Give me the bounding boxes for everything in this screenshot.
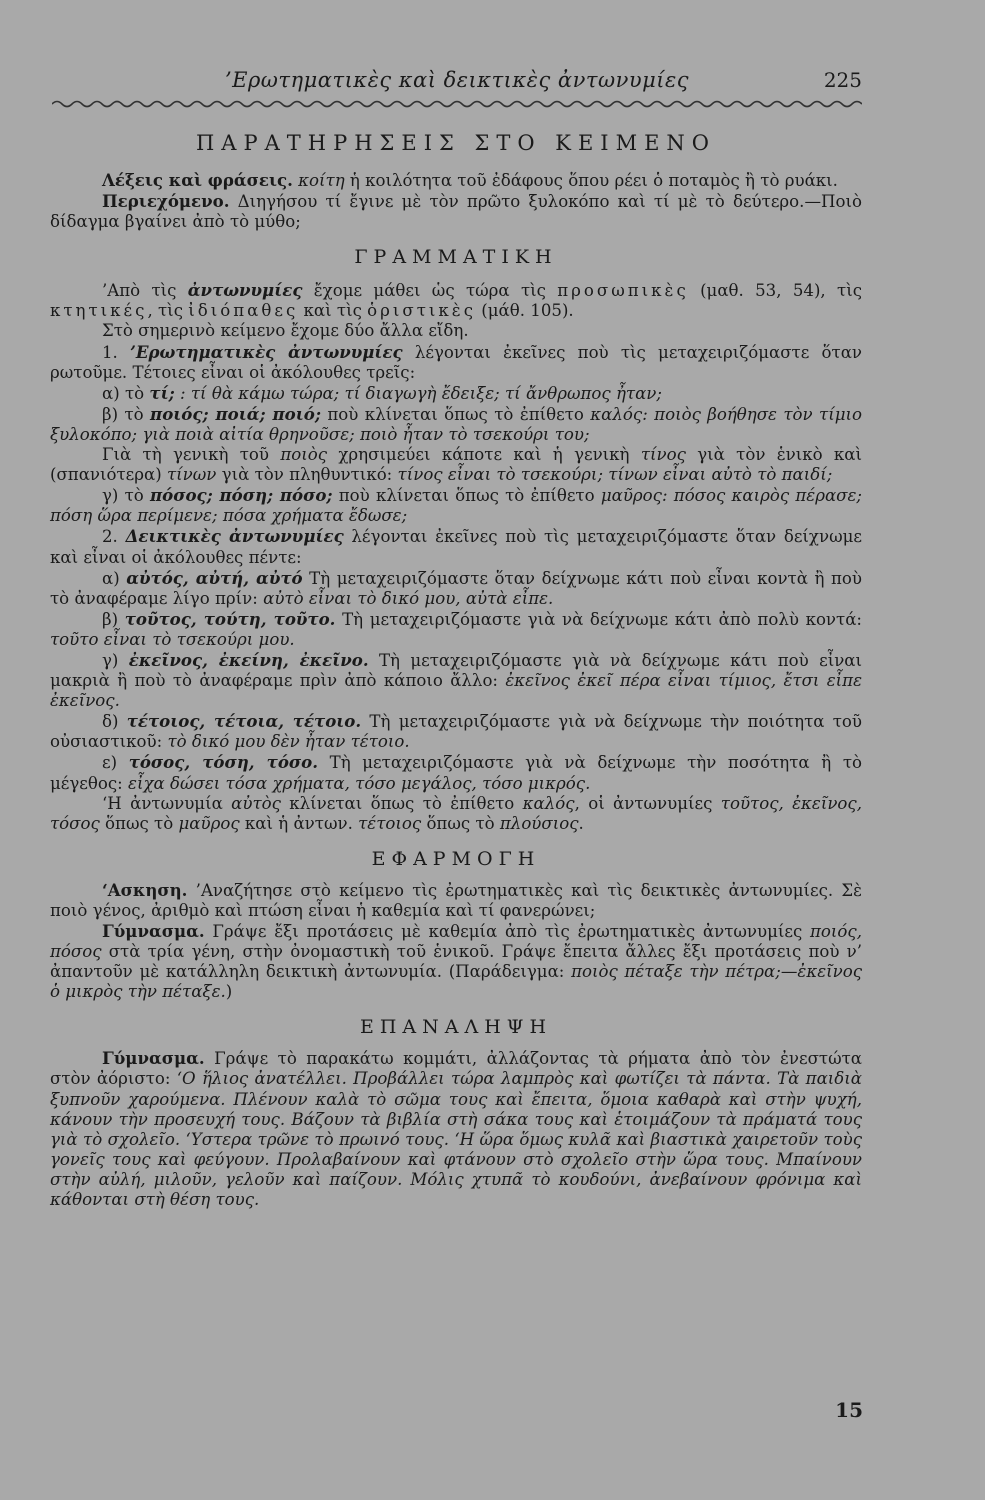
heading-application: ΕΦΑΡΜΟΓΗ <box>371 847 541 870</box>
item-demonstrative: 2. Δεικτικὲς ἀντωνυμίες λέγονται ἐκεῖνες ποὺ τὶς μεταχειριζόμαστε ὅταν δείχνωμε καὶ εἶναι οἱ ἀκόλουθες πέντε: <box>50 526 862 567</box>
item-poios: β) τὸ ποιός; ποιά; ποιό; ποὺ κλίνεται ὅπως τὸ ἐπίθετο καλός: ποιὸς βοήθησε τὸν τίμιο ξυλοκόπο; γιὰ ποιὰ αἰτία θρηνοῦσε; ποιὸ ἦταν τὸ τσεκούρι του; <box>50 403 862 444</box>
item-tetoios: δ) τέτοιος, τέτοια, τέτοιο. Τὴ μεταχειριζόμαστε γιὰ νὰ δείχνωμε τὴν ποιότητα τοῦ οὐσιαστικοῦ: τὸ δικό μου δὲν ἦταν τέτοιο. <box>50 711 862 752</box>
paragraph-content: Περιεχόμενο. Διηγήσου τί ἔγινε μὲ τὸν πρῶτο ξυλοκόπο καὶ τί μὲ τὸ δεύτερο.—Ποιὸ δίδαγμα βγαίνει ἀπὸ τὸ μύθο; <box>50 191 862 232</box>
paragraph-genitive: Γιὰ τὴ γενικὴ τοῦ ποιὸς χρησιμεύει κάποτε καὶ ἡ γενικὴ τίνος γιὰ τὸν ἑνικὸ καὶ (σπανιότερα) τίνων γιὰ τὸν πληθυντικό: τίνος εἶναι τὸ τσεκούρι; τίνων εἶναι αὐτὸ τὸ παιδί; <box>50 445 862 485</box>
heading-observations: ΠΑΡΑΤΗΡΗΣΕΙΣ ΣΤΟ ΚΕΙΜΕΝΟ <box>195 131 717 155</box>
item-posos: γ) τὸ πόσος; πόση; πόσο; ποὺ κλίνεται ὅπως τὸ ἐπίθετο μαῦρος: πόσος καιρὸς πέρασε; πόση ὥρα περίμενε; πόσα χρήματα ἔδωσε; <box>50 485 862 526</box>
paragraph-words: Λέξεις καὶ φράσεις. κοίτη ἡ κοιλότητα τοῦ ἐδάφους ὅπου ρέει ὁ ποταμὸς ἢ τὸ ρυάκι. <box>102 170 838 190</box>
page-number: 225 <box>823 68 862 92</box>
wavy-rule <box>52 98 862 110</box>
running-title: ’Ερωτηματικὲς καὶ δεικτικὲς ἀντωνυμίες <box>224 68 690 92</box>
item-interrogative: 1. ’Ερωτηματικὲς ἀντωνυμίες λέγονται ἐκεῖνες ποὺ τὶς μεταχειριζόμαστε ὅταν ρωτοῦμε. Τέτοιες εἶναι οἱ ἀκόλουθες τρεῖς: <box>50 341 863 382</box>
paragraph-intro-2: Στὸ σημερινὸ κείμενο ἔχομε δύο ἄλλα εἴδη. <box>102 321 469 341</box>
heading-revision: ΕΠΑΝΑΛΗΨΗ <box>359 1016 553 1039</box>
item-toutos: β) τοῦτος, τούτη, τοῦτο. Τὴ μεταχειριζόμαστε γιὰ νὰ δείχνωμε κάτι ἀπὸ πολὺ κοντά: τοῦτο εἶναι τὸ τσεκούρι μου. <box>50 608 863 649</box>
paragraph-revision: Γύμνασμα. Γράψε τὸ παρακάτω κομμάτι, ἀλλάζοντας τὰ ρήματα ἀπὸ τὸν ἐνεστώτα στὸν ἀόριστο: ‘Ο ἥλιος ἀνατέλλει. Προβάλλει τώρα λαμπρὸς καὶ φωτίζει τὰ πάντα. Τὰ παιδιὰ ξυπνοῦν χαρούμενα. Πλένουν καλὰ τὸ σῶμα τους καὶ ἔπειτα, ὅμοια καθαρὰ καὶ στὴν ψυχή, κάνουν τὴν προσευχή τους. Βάζουν τὰ βιβλία στὴ σάκα τους καὶ ἑτοιμάζουν τὰ πράματά τους γιὰ τὸ σχολεῖο. ‘Υστερα τρῶνε τὸ πρωινό τους. ‘Η ὥρα ὅμως κυλᾶ καὶ βιαστικὰ χαιρετοῦν τοὺς γονεῖς τους καὶ φεύγουν. Προλαβαίνουν καὶ φτάνουν στὸ σχολεῖο στὴν ὥρα τους. Μπαίνουν στὴν αὐλή, μιλοῦν, γελοῦν καὶ παίζουν. Μόλις χτυπᾶ τὸ κουδούνι, ἀνεβαίνουν φρόνιμα καὶ κάθονται στὴ θέση τους. <box>50 1048 862 1210</box>
signature-mark: 15 <box>835 1398 863 1422</box>
item-ekeinos: γ) ἐκεῖνος, ἐκείνη, ἐκεῖνο. Τὴ μεταχειριζόμαστε γιὰ νὰ δείχνωμε κάτι ποὺ εἶναι μακριὰ ἢ ποὺ τὸ ἀναφέραμε πρὶν ἀπὸ κάποιο ἄλλο: ἐκεῖνος ἐκεῖ πέρα εἶναι τίμιος, ἔτσι εἶπε ἐκεῖνος. <box>50 649 863 711</box>
item-ti: α) τὸ τί; : τί θὰ κάμω τώρα; τί διαγωγὴ ἔδειξε; τί ἄνθρωπος ἦταν; <box>102 382 662 403</box>
page-body <box>50 130 862 1210</box>
heading-grammar: ΓΡΑΜΜΑΤΙΚΗ <box>354 246 558 269</box>
item-autos: α) αὐτός, αὐτή, αὐτό Τὴ μεταχειριζόμαστε ὅταν δείχνωμε κάτι ποὺ εἶναι κοντὰ ἢ ποὺ τὸ ἀναφέραμε λίγο πρίν: αὐτὸ εἶναι τὸ δικό μου, αὐτὰ εἶπε. <box>50 567 862 608</box>
paragraph-drill: Γύμνασμα. Γράψε ἔξι προτάσεις μὲ καθεμία ἀπὸ τὶς ἐρωτηματικὲς ἀντωνυμίες ποιός, πόσος στὰ τρία γένη, στὴν ὀνομαστικὴ τοῦ ἑνικοῦ. Γράψε ἔπειτα ἄλλες ἔξι προτάσεις ποὺ ν’ ἀπαντοῦν μὲ κατάλληλη δεικτικὴ ἀντωνυμία. (Παράδειγμα: ποιὸς πέταξε τὴν πέτρα;—ἐκεῖνος ὁ μικρὸς τὴν πέταξε.) <box>50 921 862 1002</box>
paragraph-intro: ’Απὸ τὶς ἀντωνυμίες ἔχομε μάθει ὡς τώρα τὶς προσωπικὲς (μαθ. 53, 54), τὶς κτητικές, τὶς ἰδιόπαθες καὶ τὶς ὁριστικὲς (μάθ. 105). <box>50 280 862 321</box>
item-tosos: ε) τόσος, τόση, τόσο. Τὴ μεταχειριζόμαστε γιὰ νὰ δείχνωμε τὴν ποσότητα ἢ τὸ μέγεθος: εἶχα δώσει τόσα χρήματα, τόσο μεγάλος, τόσο μικρός. <box>50 752 862 793</box>
paragraph-declension: ‘Η ἀντωνυμία αὐτὸς κλίνεται ὅπως τὸ ἐπίθετο καλός, οἱ ἀντωνυμίες τοῦτος, ἐκεῖνος, τόσος ὅπως τὸ μαῦρος καὶ ἡ ἀντων. τέτοιος ὅπως τὸ πλούσιος. <box>50 793 862 833</box>
paragraph-exercise: ‘Ασκηση. ’Αναζήτησε στὸ κείμενο τὶς ἐρωτηματικὲς καὶ τὶς δεικτικὲς ἀντωνυμίες. Σὲ ποιὸ γένος, ἀριθμὸ καὶ πτώση εἶναι ἡ καθεμία καὶ τί φανερώνει; <box>50 879 862 920</box>
